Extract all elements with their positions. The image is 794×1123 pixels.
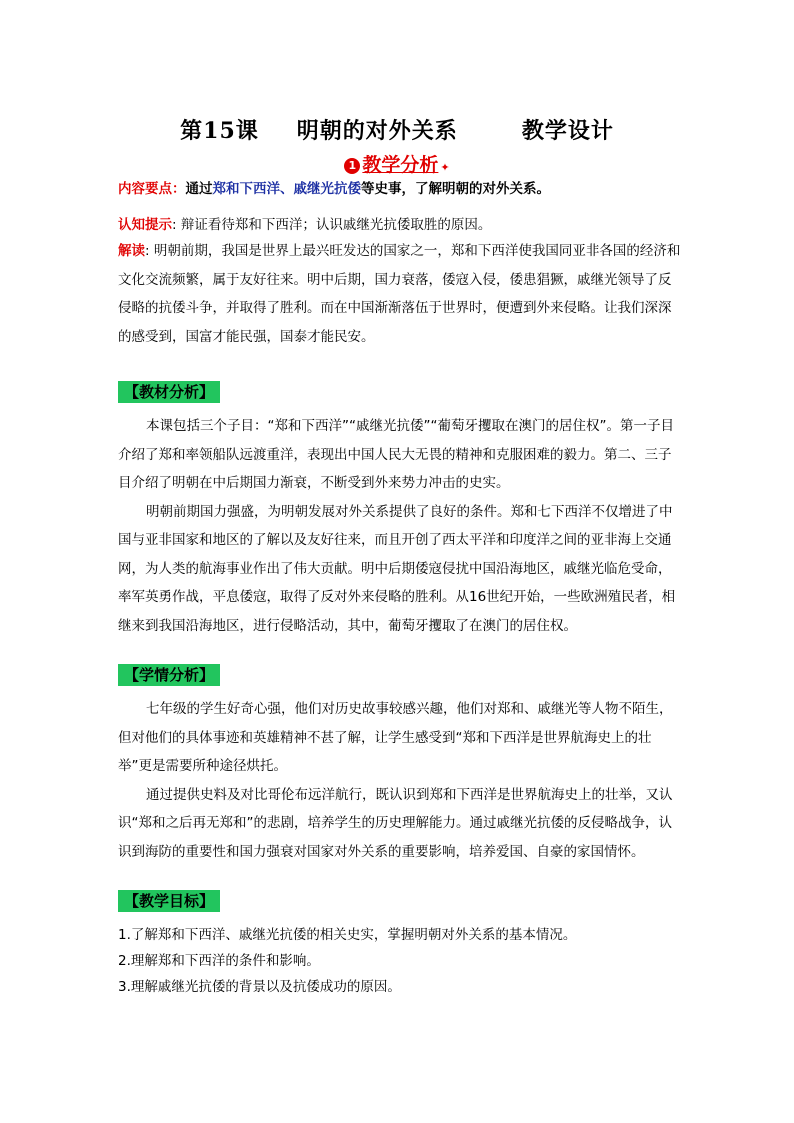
heading-textbook-analysis: 【教材分析】 (118, 381, 220, 403)
student-paragraph-1: 七年级的学生好奇心强，他们对历史故事较感兴趣，他们对郑和、戚继光等人物不陌生，但对他们的具体事迹和英雄精神不甚了解，让学生感受到“郑和下西洋是世界航海史上的壮举”更是需要所种途径烘托。 (118, 701, 673, 774)
cognitive-line (118, 216, 678, 234)
heading-teaching-goals: 【教学目标】 (118, 890, 220, 912)
key-points-text-b: 等史事，了解明朝的对外关系。 (361, 181, 550, 197)
goal-item: 1.了解郑和下西洋、戚继光抗倭的相关史实，掌握明朝对外关系的基本情况。 (118, 927, 577, 943)
key-points-highlight: 郑和下西洋、戚继光抗倭 (212, 181, 361, 197)
key-points-text-a: 通过 (185, 181, 213, 197)
textbook-paragraph-1: 本课包括三个子目：“郑和下西洋”“戚继光抗倭”“葡萄牙攫取在澳门的居住权”。第一子目介绍了郑和率领船队远渡重洋，表现出中国人民大无畏的精神和克服困难的毅力。第二、三子目介绍了明朝在中后期国力渐衰，不断受到外来势力冲击的史实。 (118, 418, 674, 491)
student-paragraph-2: 通过提供史料及对比哥伦布远洋航行，既认识到郑和下西洋是世界航海史上的壮举，又认识“郑和之后再无郑和”的悲剧，培养学生的历史理解能力。通过戚继光抗倭的反侵略战争，认识到海防的重要性和国力强衰对国家对外关系的重要影响，培养爱国、自豪的家国情怀。 (118, 786, 673, 860)
section-title: 教学分析 (362, 154, 439, 176)
cognitive-text: : 辩证看待郑和下西洋；认识戚继光抗倭取胜的原因。 (172, 217, 492, 233)
interpretation-paragraph (118, 237, 684, 351)
section-heading-analysis (0, 150, 794, 177)
interpretation-label: 解读 (118, 243, 145, 259)
textbook-paragraph-2: 明朝前期国力强盛，为明朝发展对外关系提供了良好的条件。郑和七下西洋不仅增进了中国与亚非国家和地区的了解以及友好往来，而且开创了西太平洋和印度洋之间的亚非海上交通网，为人类的航海事业作出了伟大贡献。明中后期倭寇侵扰中国沿海地区，戚继光临危受命，率军英勇作战，平息倭寇，取得了反对外来侵略的胜利。从16世纪开始，一些欧洲殖民者，相继来到我国沿海地区，进行侵略活动，其中，葡萄牙攫取了在澳门的居住权。 (118, 503, 676, 634)
textbook-analysis-body (118, 412, 684, 640)
teaching-goals-list (118, 922, 576, 1000)
interpretation-text: : 明朝前期，我国是世界上最兴旺发达的国家之一，郑和下西洋使我国同亚非各国的经济和文化交流频繁，属于友好往来。明中后期，国力衰落，倭寇入侵，倭患猖獗，戚继光领导了反侵略的抗倭斗争，并取得了胜利。而在中国渐渐落伍于世界时，便遭到外来侵略。让我们深深的感受到，国富才能民强，国泰才能民安。 (118, 243, 681, 345)
lesson-topic: 明朝的对外关系 (296, 118, 458, 144)
flourish-icon: ✦ (440, 161, 450, 174)
doc-type: 教学设计 (521, 118, 614, 144)
heading-student-analysis: 【学情分析】 (118, 664, 220, 686)
goal-item: 2.理解郑和下西洋的条件和影响。 (118, 953, 320, 969)
cognitive-label: 认知提示 (118, 217, 172, 233)
key-points-line (118, 180, 678, 198)
student-analysis-body (118, 695, 684, 866)
circled-number-icon: 1 (344, 158, 360, 174)
key-points-label: 内容要点： (118, 181, 186, 197)
lesson-number: 第15课 (180, 118, 259, 144)
page-title (0, 114, 794, 145)
goal-item: 3.理解戚继光抗倭的背景以及抗倭成功的原因。 (118, 979, 401, 995)
